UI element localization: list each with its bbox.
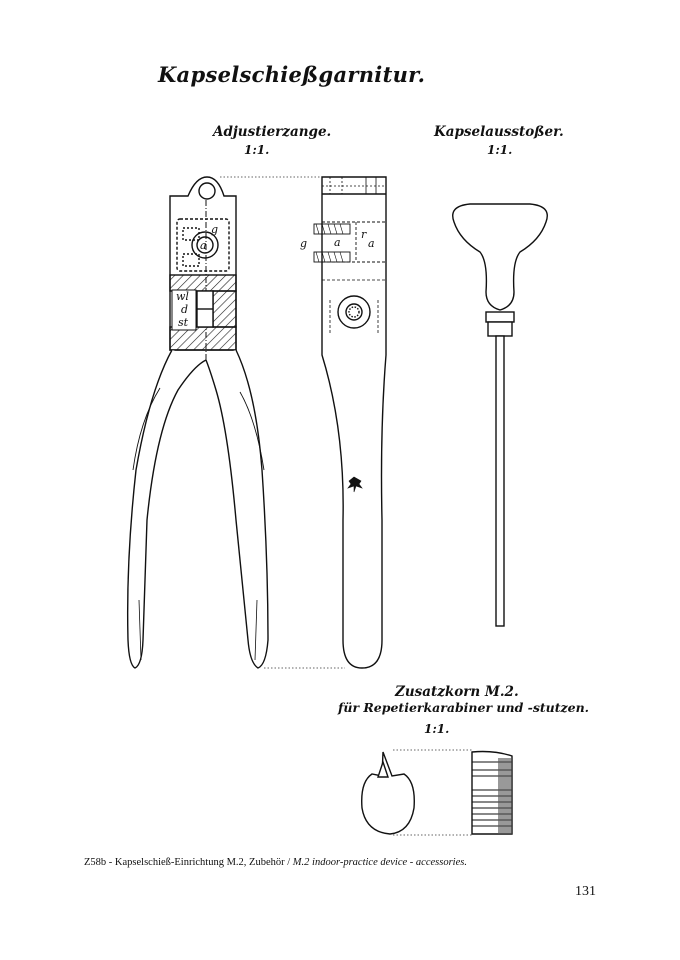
pliers-scale: 1:1. bbox=[244, 143, 270, 157]
ejector-label: Kapselausstoßer. bbox=[434, 124, 564, 140]
caption-italic: M.2 indoor-practice device - accessories. bbox=[292, 857, 467, 868]
pliers-mark-wl: wl bbox=[176, 290, 189, 303]
front-sight-scale: 1:1. bbox=[424, 722, 450, 736]
pliers-label: Adjustierzange. bbox=[213, 124, 332, 140]
caption-main: Z58b - Kapselschieß-Einrichtung M.2, Zubehör / bbox=[84, 857, 293, 868]
ejector-drawing bbox=[453, 204, 548, 626]
pliers-mark-d: d bbox=[181, 303, 189, 316]
pliers-mark-a: a bbox=[200, 239, 207, 252]
page-title: Kapselschießgarnitur. bbox=[158, 62, 426, 87]
pliers-drawing bbox=[128, 177, 268, 668]
front-sight-label-line2: für Repetierkarabiner und -stutzen. bbox=[338, 700, 590, 715]
pliers-mark-g: g bbox=[211, 223, 219, 236]
side-mark-g: g bbox=[300, 237, 308, 250]
pliers-mark-st: st bbox=[178, 316, 189, 329]
ejector-scale: 1:1. bbox=[487, 143, 513, 157]
side-mark-a: a bbox=[334, 236, 341, 249]
side-view-drawing bbox=[314, 177, 386, 668]
side-mark-a2: a bbox=[368, 237, 375, 250]
page-number: 131 bbox=[575, 884, 596, 899]
side-mark-r: r bbox=[361, 228, 367, 241]
figure-caption bbox=[84, 857, 467, 868]
front-sight-drawing bbox=[362, 752, 512, 835]
front-sight-label-line1: Zusatzkorn M.2. bbox=[395, 684, 519, 700]
